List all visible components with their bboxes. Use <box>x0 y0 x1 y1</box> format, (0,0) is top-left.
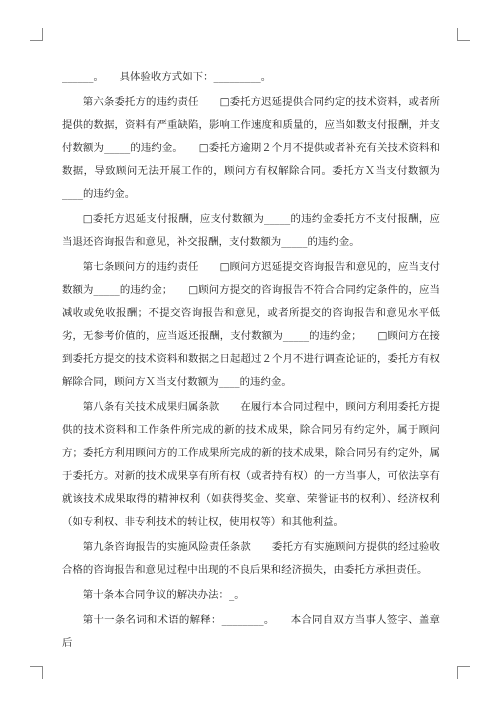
paragraph-article-7: 第七条顾问方的违约责任 □顾问方迟延提交咨询报告和意见的，应当支付数额为_____的违约金； □顾问方提交的咨询报告不符合合同约定条件的，应当减收或免收报酬；不提交咨询报告和意见，或者所提交的咨询报告和意见水平低劣，无参考价值的，应当返还报酬，支付数额为_____的违约金； □顾问方在接到委托方提交的技术资料和数据之日起超过２个月不进行调查论证的，委托方有权解除合同，顾问方Ｘ当支付数额为____的违约金。 <box>62 261 440 388</box>
page-corner-mark-bottom-left <box>30 666 43 679</box>
document-body <box>62 66 440 657</box>
page-corner-mark-top-right <box>457 28 470 41</box>
paragraph-article-6-payment: □委托方迟延支付报酬，应支付数额为_____的违约金委托方不支付报酬，应当退还咨询报告和意见，补交报酬，支付数额为_____的违约金。 <box>62 213 440 248</box>
paragraph-article-9: 第九条咨询报告的实施风险责任条款 委托方有实施顾问方提供的经过验收合格的咨询报告和意见过程中出现的不良后果和经济损失，由委托方承担责任。 <box>62 541 440 576</box>
paragraph-article-10: 第十条本合同争议的解决办法：_。 <box>82 589 245 601</box>
paragraph-article-6: 第六条委托方的违约责任 □委托方迟延提供合同约定的技术资料，或者所提供的数据，资料有严重缺陷，影响工作速度和质量的，应当如数支付报酬，并支付数额为_____的违约金。 □委托方逾期２个月不提供或者补充有关技术资料和数据，导致顾问无法开展工作的，顾问方有权解除合同。委托方Ｘ当支付数额为____的违约金。 <box>62 96 440 200</box>
paragraph-acceptance-method: ______。 具体验收方式如下：_________。 <box>62 71 272 83</box>
page-corner-mark-bottom-right <box>457 666 470 679</box>
page-corner-mark-top-left <box>30 28 43 41</box>
paragraph-article-8: 第八条有关技术成果归属条款 在履行本合同过程中，顾问方利用委托方提供的技术资料和工作条件所完成的新的技术成果，除合同另有约定外，属于顾问方；委托方利用顾问方的工作成果所完成的新的技术成果，除合同另有约定外，属于委托方。对新的技术成果享有所有权（或者持有权）的一方当事人，可依法享有就该技术成果取得的精神权利（如获得奖金、奖章、荣誉证书的权利）、经济权利（如专利权、非专利技术的转让权，使用权等）和其他利益。 <box>62 401 440 528</box>
paragraph-article-11: 第十一条名词和术语的解释：________。 本合同自双方当事人签字、盖章后 <box>62 614 440 649</box>
